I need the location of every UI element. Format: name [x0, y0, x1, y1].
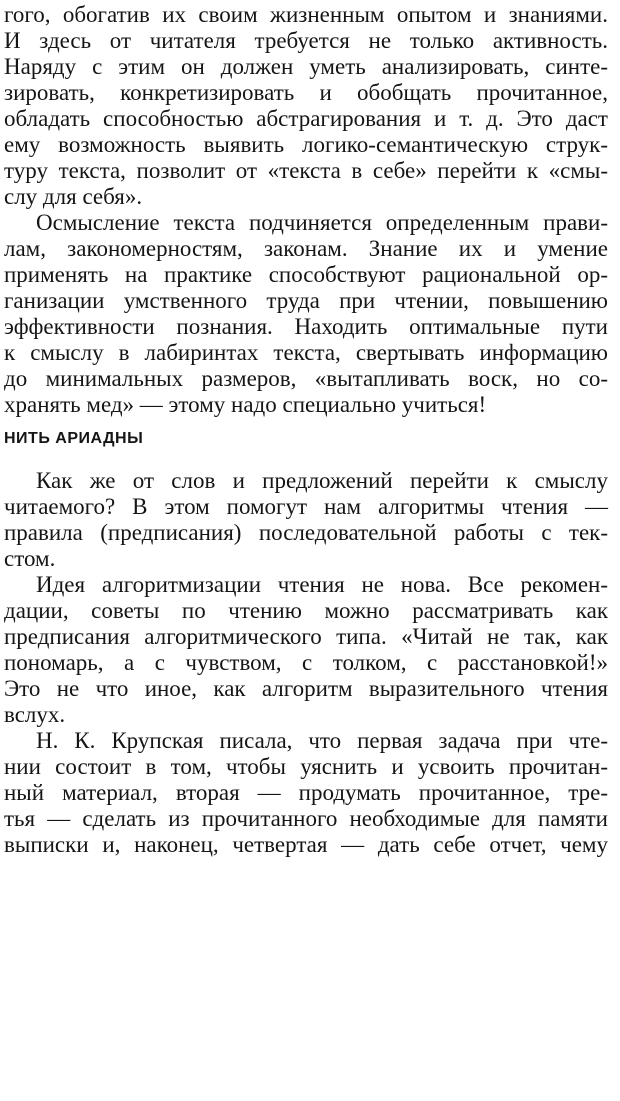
text-line: Это не что иное, как алгоритм выразительного чтения: [4, 676, 608, 701]
text-line: хранять мед» — этому надо специально учиться!: [4, 392, 487, 417]
text-line: Как же от слов и предложений перейти к смыслу: [36, 468, 608, 493]
text-line: лам, закономерностям, законам. Знание их и умение: [4, 236, 608, 261]
text-line: гого, обогатив их своим жизненным опытом и знаниями.: [4, 2, 608, 27]
text-line: туру текста, позволит от «текста в себе» перейти к «смы-: [4, 158, 608, 183]
section-heading: НИТЬ АРИАДНЫ: [4, 430, 144, 447]
text-line: И здесь от читателя требуется не только активность.: [4, 28, 608, 53]
text-line: к смыслу в лабиринтах текста, свертывать информацию: [4, 340, 608, 365]
text-line: до минимальных размеров, «вытапливать воск, но со-: [4, 366, 608, 391]
text-line: слу для себя».: [4, 184, 143, 209]
text-line: нии состоит в том, чтобы уяснить и усвоить прочитан-: [4, 754, 608, 779]
text-line: предписания алгоритмического типа. «Читай не так, как: [4, 624, 608, 649]
text-line: дации, советы по чтению можно рассматривать как: [4, 598, 608, 623]
text-line: зировать, конкретизировать и обобщать прочитанное,: [4, 80, 608, 105]
text-line: читаемого? В этом помогут нам алгоритмы чтения —: [4, 494, 608, 519]
text-line: тья — сделать из прочитанного необходимые для памяти: [4, 806, 608, 831]
text-line: правила (предписания) последовательной работы с тек-: [4, 520, 608, 545]
text-line: Осмысление текста подчиняется определенным прави-: [36, 210, 608, 235]
text-line: пономарь, а с чувством, с толком, с расстановкой!»: [4, 650, 608, 675]
text-line: применять на практике способствуют рациональной ор-: [4, 262, 608, 287]
text-line: эффективности познания. Находить оптимальные пути: [4, 314, 608, 339]
text-line: стом.: [4, 546, 56, 571]
text-line: Наряду с этим он должен уметь анализировать, синте-: [4, 54, 608, 79]
text-line: вслух.: [4, 702, 66, 727]
text-line: ный материал, вторая — продумать прочитанное, тре-: [4, 780, 608, 805]
text-line: обладать способностью абстрагирования и т. д. Это даст: [4, 106, 608, 131]
text-line: выписки и, наконец, четвертая — дать себе отчет, чему: [4, 832, 608, 857]
text-line: ганизации умственного труда при чтении, повышению: [4, 288, 608, 313]
text-line: Идея алгоритмизации чтения не нова. Все рекомен-: [36, 572, 608, 597]
text-line: ему возможность выявить логико-семантическую струк-: [4, 132, 608, 157]
text-line: Н. К. Крупская писала, что первая задача при чте-: [36, 728, 608, 753]
